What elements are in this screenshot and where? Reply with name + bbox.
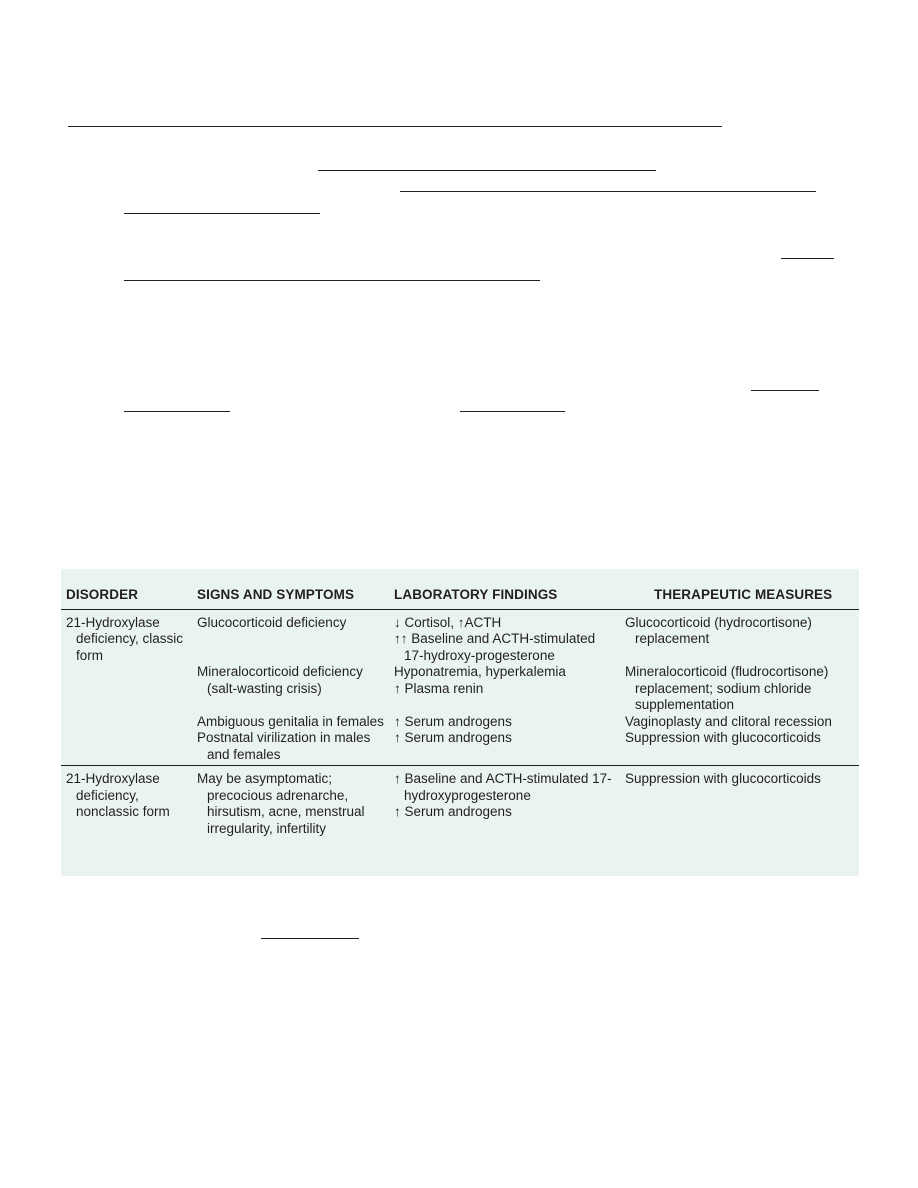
table-cell-therapy bbox=[620, 730, 859, 766]
therapy-text: Mineralocorticoid (fludrocortisone) replacement; sodium chloride supplementation bbox=[625, 664, 829, 712]
table-row bbox=[61, 714, 859, 731]
underline-rule bbox=[460, 411, 565, 412]
table-cell-disorder bbox=[61, 664, 192, 714]
underline-rule bbox=[124, 213, 320, 214]
underline-rule bbox=[751, 390, 819, 391]
signs-text: May be asymptomatic; precocious adrenarche, hirsutism, acne, menstrual irregularity, infertility bbox=[197, 771, 365, 836]
underline-rule bbox=[318, 170, 656, 171]
table-cell-lab bbox=[389, 609, 620, 664]
lab-finding: ↓ Cortisol, ↑ACTH bbox=[394, 614, 502, 630]
lab-finding: ↑ Serum androgens bbox=[394, 730, 512, 745]
underline-rule bbox=[400, 191, 816, 192]
underline-rule bbox=[781, 258, 834, 259]
table-cell-disorder bbox=[61, 714, 192, 731]
table-cell-signs bbox=[192, 714, 389, 731]
column-header-lab: LABORATORY FINDINGS bbox=[389, 569, 620, 609]
underline-rule bbox=[68, 126, 722, 127]
therapy-text: Glucocorticoid (hydrocortisone) replacement bbox=[625, 614, 812, 646]
lab-finding: ↑↑ Baseline and ACTH-stimulated 17-hydroxy-progesterone bbox=[394, 631, 596, 663]
table-cell-signs bbox=[192, 766, 389, 838]
therapy-text: Suppression with glucocorticoids bbox=[625, 771, 821, 786]
table-cell-lab bbox=[389, 664, 620, 714]
lab-finding: ↑ Plasma renin bbox=[394, 680, 484, 696]
disorder-text: 21-Hydroxylase deficiency, nonclassic form bbox=[66, 771, 170, 819]
signs-text: Ambiguous genitalia in females bbox=[197, 713, 384, 729]
disorder-text: 21-Hydroxylase deficiency, classic form bbox=[66, 614, 184, 663]
table-row bbox=[61, 664, 859, 714]
signs-text: Glucocorticoid deficiency bbox=[197, 614, 347, 630]
underline-rule bbox=[124, 280, 540, 281]
signs-text: Mineralocorticoid deficiency (salt-wasting crisis) bbox=[197, 664, 363, 696]
therapy-text: Suppression with glucocorticoids bbox=[625, 730, 821, 745]
lab-finding: ↑ Baseline and ACTH-stimulated 17-hydroxyprogesterone bbox=[394, 771, 612, 803]
lab-finding: Hyponatremia, hyperkalemia bbox=[394, 664, 566, 679]
disorder-table bbox=[61, 569, 859, 876]
table-cell-therapy bbox=[620, 609, 859, 664]
column-header-signs: SIGNS AND SYMPTOMS bbox=[192, 569, 389, 609]
table-header-row bbox=[61, 569, 859, 609]
table-cell-disorder bbox=[61, 766, 192, 838]
table-cell-therapy bbox=[620, 714, 859, 731]
table-cell-lab bbox=[389, 714, 620, 731]
lab-finding: ↑ Serum androgens bbox=[394, 804, 512, 819]
underline-rule bbox=[261, 938, 359, 939]
table-cell-lab bbox=[389, 730, 620, 766]
table-cell-disorder bbox=[61, 609, 192, 664]
table-cell-signs bbox=[192, 730, 389, 766]
column-header-therapy: THERAPEUTIC MEASURES bbox=[620, 569, 859, 609]
underline-rule bbox=[124, 411, 230, 412]
table-cell-signs bbox=[192, 664, 389, 714]
lab-finding: ↑ Serum androgens bbox=[394, 713, 512, 729]
table-cell-therapy bbox=[620, 766, 859, 838]
table-cell-therapy bbox=[620, 664, 859, 714]
table-row bbox=[61, 766, 859, 838]
table-row bbox=[61, 609, 859, 664]
column-header-disorder: DISORDER bbox=[61, 569, 192, 609]
table-cell-lab bbox=[389, 766, 620, 838]
table-cell-disorder bbox=[61, 730, 192, 766]
therapy-text: Vaginoplasty and clitoral recession bbox=[625, 713, 832, 729]
table-row bbox=[61, 730, 859, 766]
signs-text: Postnatal virilization in males and females bbox=[197, 730, 371, 762]
table-cell-signs bbox=[192, 609, 389, 664]
